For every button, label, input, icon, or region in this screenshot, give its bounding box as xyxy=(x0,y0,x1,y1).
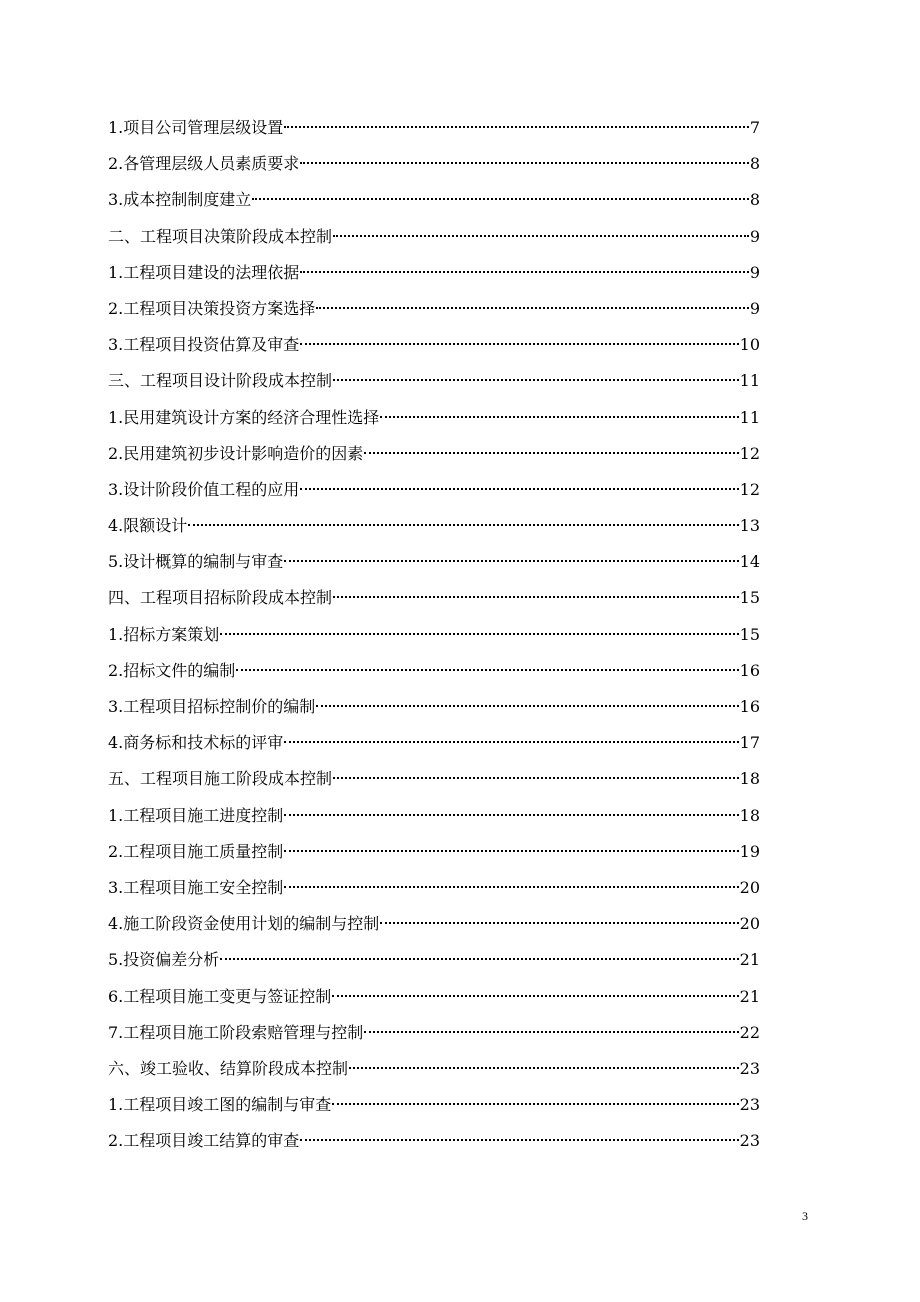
toc-entry[interactable] xyxy=(108,550,760,586)
toc-dot-leader xyxy=(236,669,738,671)
toc-entry-label: 5.设计概算的编制与审查 xyxy=(108,552,284,572)
toc-entry[interactable] xyxy=(108,442,760,478)
toc-dot-leader xyxy=(284,850,738,852)
toc-entry-page: 20 xyxy=(739,914,760,934)
toc-entry[interactable] xyxy=(108,985,760,1021)
toc-entry-page: 8 xyxy=(749,190,760,210)
toc-entry[interactable] xyxy=(108,514,760,550)
toc-entry-page: 17 xyxy=(739,733,760,753)
toc-dot-leader xyxy=(364,452,738,454)
toc-dot-leader xyxy=(220,633,738,635)
toc-entry-label: 3.工程项目施工安全控制 xyxy=(108,877,284,897)
toc-entry-page: 14 xyxy=(739,552,760,572)
toc-entry[interactable] xyxy=(108,586,760,622)
toc-dot-leader xyxy=(252,198,749,200)
toc-entry-page: 9 xyxy=(749,298,760,318)
toc-entry-label: 1.工程项目竣工图的编制与审查 xyxy=(108,1095,332,1115)
toc-dot-leader xyxy=(380,922,738,924)
toc-entry-page: 23 xyxy=(739,1095,760,1115)
toc-entry-page: 15 xyxy=(739,588,760,608)
toc-entry-page: 23 xyxy=(739,1058,760,1078)
toc-dot-leader xyxy=(349,1067,739,1069)
toc-entry[interactable] xyxy=(108,1129,760,1165)
toc-dot-leader xyxy=(300,1139,738,1141)
toc-dot-leader xyxy=(300,271,749,273)
toc-entry-page: 21 xyxy=(739,986,760,1006)
toc-entry[interactable] xyxy=(108,116,760,152)
toc-entry[interactable] xyxy=(108,1093,760,1129)
toc-dot-leader xyxy=(380,416,738,418)
toc-entry[interactable] xyxy=(108,406,760,442)
toc-dot-leader xyxy=(284,560,738,562)
toc-entry-label: 4.商务标和技术标的评审 xyxy=(108,733,284,753)
toc-entry-label: 3.工程项目招标控制价的编制 xyxy=(108,697,316,716)
toc-entry[interactable] xyxy=(108,623,760,659)
toc-entry-label: 1.民用建筑设计方案的经济合理性选择 xyxy=(108,407,380,427)
toc-entry-page: 9 xyxy=(749,226,760,246)
toc-entry[interactable] xyxy=(108,948,760,984)
toc-entry-page: 7 xyxy=(749,118,760,137)
toc-dot-leader xyxy=(284,814,738,816)
toc-entry[interactable] xyxy=(108,695,760,731)
toc-entry-page: 9 xyxy=(749,262,760,282)
toc-entry[interactable] xyxy=(108,261,760,297)
toc-entry-label: 1.招标方案策划 xyxy=(108,624,220,644)
toc-entry-label: 4.限额设计 xyxy=(108,516,188,536)
toc-entry[interactable] xyxy=(108,225,760,261)
toc-entry-label: 7.工程项目施工阶段索赔管理与控制 xyxy=(108,1022,364,1042)
toc-entry-label: 3.工程项目投资估算及审查 xyxy=(108,335,300,355)
toc-entry-page: 11 xyxy=(739,407,760,427)
toc-entry[interactable] xyxy=(108,1021,760,1057)
toc-entry-label: 2.各管理层级人员素质要求 xyxy=(108,154,300,174)
toc-entry-label: 1.工程项目施工进度控制 xyxy=(108,805,284,825)
toc-entry-label: 1.项目公司管理层级设置 xyxy=(108,118,284,137)
toc-entry-label: 2.工程项目竣工结算的审查 xyxy=(108,1131,300,1151)
toc-entry-page: 16 xyxy=(739,697,760,716)
toc-entry-page: 22 xyxy=(739,1022,760,1042)
toc-dot-leader xyxy=(333,777,739,779)
toc-entry-label: 4.施工阶段资金使用计划的编制与控制 xyxy=(108,914,380,934)
toc-entry-label: 1.工程项目建设的法理依据 xyxy=(108,262,300,282)
toc-dot-leader xyxy=(332,1103,738,1105)
toc-entry[interactable] xyxy=(108,912,760,948)
toc-dot-leader xyxy=(316,307,749,309)
toc-dot-leader xyxy=(188,524,738,526)
toc-entry-page: 12 xyxy=(739,443,760,463)
page-number: 3 xyxy=(802,1209,808,1223)
toc-dot-leader xyxy=(300,343,738,345)
toc-entry-label: 三、工程项目设计阶段成本控制 xyxy=(108,371,333,391)
toc-entry[interactable] xyxy=(108,659,760,695)
toc-entry-label: 3.成本控制制度建立 xyxy=(108,190,252,210)
toc-entry-page: 10 xyxy=(739,335,760,355)
toc-entry-label: 2.工程项目决策投资方案选择 xyxy=(108,298,316,318)
toc-entry-label: 六、竣工验收、结算阶段成本控制 xyxy=(108,1058,349,1078)
toc-entry-page: 23 xyxy=(739,1131,760,1151)
toc-entry[interactable] xyxy=(108,1057,760,1093)
toc-dot-leader xyxy=(332,995,738,997)
toc-dot-leader xyxy=(333,596,739,598)
toc-entry-page: 18 xyxy=(739,805,760,825)
toc-entry-page: 8 xyxy=(749,154,760,174)
toc-entry-page: 16 xyxy=(739,660,760,680)
toc-entry-label: 2.工程项目施工质量控制 xyxy=(108,841,284,861)
toc-entry-label: 五、工程项目施工阶段成本控制 xyxy=(108,769,333,789)
toc-entry[interactable] xyxy=(108,767,760,803)
toc-dot-leader xyxy=(220,958,738,960)
toc-dot-leader xyxy=(284,886,738,888)
toc-entry-label: 6.工程项目施工变更与签证控制 xyxy=(108,986,332,1006)
toc-entry-page: 20 xyxy=(739,877,760,897)
toc-entry[interactable] xyxy=(108,369,760,405)
toc-entry[interactable] xyxy=(108,478,760,514)
toc-dot-leader xyxy=(333,379,739,381)
toc-dot-leader xyxy=(300,488,738,490)
toc-entry-page: 12 xyxy=(739,479,760,499)
toc-entry-label: 二、工程项目决策阶段成本控制 xyxy=(108,226,333,246)
toc-entry-page: 13 xyxy=(739,516,760,536)
toc-entry-page: 19 xyxy=(739,841,760,861)
toc-entry-label: 5.投资偏差分析 xyxy=(108,950,220,970)
toc-entry-label: 2.民用建筑初步设计影响造价的因素 xyxy=(108,443,364,463)
toc-entry-label: 四、工程项目招标阶段成本控制 xyxy=(108,588,333,608)
toc-dot-leader xyxy=(284,126,749,128)
toc-entry-page: 15 xyxy=(739,624,760,644)
toc-entry[interactable] xyxy=(108,333,760,369)
toc-dot-leader xyxy=(316,705,738,707)
toc-entry-page: 21 xyxy=(739,950,760,970)
toc-entry-page: 11 xyxy=(739,371,760,391)
toc-entry[interactable] xyxy=(108,297,760,333)
toc-entry-page: 18 xyxy=(739,769,760,789)
toc-entry[interactable] xyxy=(108,731,760,767)
toc-entry-label: 3.设计阶段价值工程的应用 xyxy=(108,479,300,499)
toc-entry[interactable] xyxy=(108,840,760,876)
toc-entry[interactable] xyxy=(108,152,760,188)
toc-entry[interactable] xyxy=(108,876,760,912)
table-of-contents xyxy=(108,116,760,1165)
toc-dot-leader xyxy=(364,1031,738,1033)
toc-dot-leader xyxy=(284,741,738,743)
toc-entry-label: 2.招标文件的编制 xyxy=(108,660,236,680)
toc-dot-leader xyxy=(333,235,749,237)
toc-entry[interactable] xyxy=(108,188,760,224)
toc-entry[interactable] xyxy=(108,804,760,840)
toc-dot-leader xyxy=(300,162,749,164)
